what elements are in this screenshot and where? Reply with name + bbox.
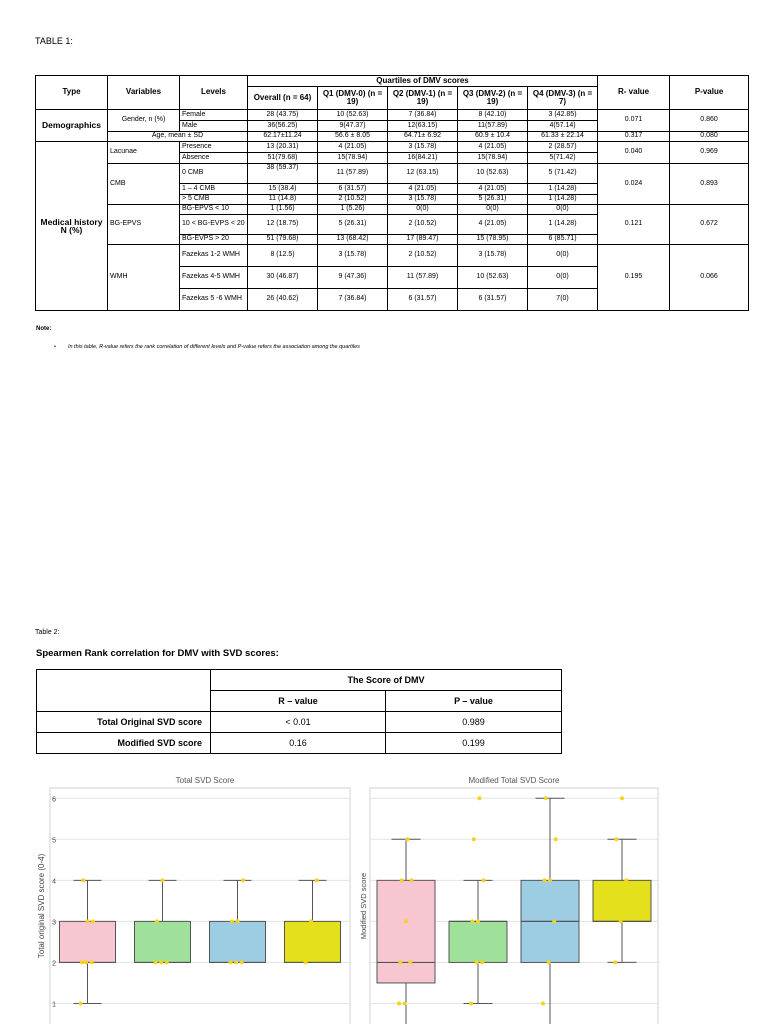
header-type: Type	[36, 76, 108, 110]
data-point	[304, 960, 308, 964]
data-point	[155, 919, 159, 923]
data-point	[159, 960, 163, 964]
value-cell: 3 (15.78)	[388, 195, 458, 205]
data-point	[548, 878, 552, 882]
data-point	[619, 919, 623, 923]
note-text: In this table, R-value refers the rank correlation of different levels and P-value refers the association among the quartiles	[67, 344, 360, 350]
var-cmb: CMB	[108, 164, 180, 205]
data-point	[90, 960, 94, 964]
value-cell: 12 (63.15)	[388, 164, 458, 184]
level-cell: 1 – 4 CMB	[180, 184, 248, 195]
table-row	[37, 712, 562, 733]
data-point	[161, 878, 165, 882]
table2-title: Spearmen Rank correlation for DMV with SVD scores:	[36, 648, 279, 659]
box	[449, 921, 507, 962]
type-demographics: Demographics	[36, 110, 108, 142]
data-point	[404, 919, 408, 923]
value-cell: 9(47.37)	[318, 121, 388, 132]
y-tick-label: 2	[52, 960, 56, 968]
data-point	[470, 919, 474, 923]
p-value-cell: 0.969	[670, 142, 749, 164]
value-cell: 13 (20.31)	[248, 142, 318, 153]
value-cell: 4 (21.05)	[458, 142, 528, 153]
note-item	[54, 344, 360, 350]
value-cell: 5(71.42)	[528, 153, 598, 164]
data-point	[475, 960, 479, 964]
value-cell: 56.6 ± 8.05	[318, 132, 388, 142]
value-cell: 1 (14.28)	[528, 215, 598, 235]
var-gender: Gender, n (%)	[108, 110, 180, 132]
data-point	[544, 796, 548, 800]
var-age: Age, mean ± SD	[108, 132, 248, 142]
y-tick-label: 1	[52, 1001, 56, 1009]
note-label: Note:	[36, 326, 52, 332]
level-cell: Presence	[180, 142, 248, 153]
value-cell: 3 (15.78)	[458, 245, 528, 267]
level-cell: Female	[180, 110, 248, 121]
value-cell: 6 (85.71)	[528, 235, 598, 245]
value-cell: 5 (71.42)	[528, 164, 598, 184]
box	[377, 880, 435, 983]
value-cell: 6 (31.57)	[458, 289, 528, 311]
value-cell: 0(0)	[528, 267, 598, 289]
value-cell: 26 (40.62)	[248, 289, 318, 311]
data-point	[472, 837, 476, 841]
header-overall: Overall (n = 64)	[248, 87, 318, 110]
p-value-cell: 0.066	[670, 245, 749, 311]
data-point	[398, 960, 402, 964]
value-cell: 36(56.25)	[248, 121, 318, 132]
table-row	[36, 205, 749, 215]
table-row	[36, 110, 749, 121]
value-cell: 7 (36.84)	[388, 110, 458, 121]
row-label: Total Original SVD score	[37, 712, 211, 733]
p-value-cell: 0.672	[670, 205, 749, 245]
modified-svd-chart	[352, 770, 668, 1024]
header-quartiles: Quartiles of DMV scores	[248, 76, 598, 87]
data-point	[309, 919, 313, 923]
value-cell: 7 (36.84)	[318, 289, 388, 311]
value-cell: 3 (42.85)	[528, 110, 598, 121]
value-cell: 1 (1.56)	[248, 205, 318, 215]
box	[60, 921, 116, 962]
r-value-cell: 0.071	[598, 110, 670, 132]
table2-label: Table 2:	[35, 629, 60, 636]
value-cell: 51(79.68)	[248, 153, 318, 164]
value-cell: 4 (21.05)	[388, 184, 458, 195]
value-cell: 0(0)	[528, 245, 598, 267]
r-value-cell: 0.195	[598, 245, 670, 311]
value-cell: 30 (46.87)	[248, 267, 318, 289]
value-cell: 4(57.14)	[528, 121, 598, 132]
value-cell: 7(0)	[528, 289, 598, 311]
level-cell: Fazekas 1-2 WMH	[180, 245, 248, 267]
value-cell: 13 (68.42)	[318, 235, 388, 245]
data-point	[469, 1001, 473, 1005]
data-point	[84, 960, 88, 964]
p-value-cell: 0.989	[386, 712, 562, 733]
level-cell: > 5 CMB	[180, 195, 248, 205]
value-cell: 0(0)	[458, 205, 528, 215]
table1	[35, 75, 749, 311]
y-tick-label: 3	[52, 919, 56, 927]
header-variables: Variables	[108, 76, 180, 110]
table2-header: The Score of DMV	[211, 670, 562, 691]
value-cell: 8 (12.5)	[248, 245, 318, 267]
table-row	[37, 733, 562, 754]
table-row	[36, 132, 749, 142]
data-point	[400, 878, 404, 882]
r-value-cell: 0.16	[211, 733, 386, 754]
data-point	[547, 960, 551, 964]
value-cell: 62.17±11.24	[248, 132, 318, 142]
r-value-cell: 0.024	[598, 164, 670, 205]
value-cell: 11 (57.89)	[318, 164, 388, 184]
box	[285, 921, 341, 962]
data-point	[403, 1001, 407, 1005]
r-value-cell: 0.121	[598, 205, 670, 245]
value-cell: 11(57.89)	[458, 121, 528, 132]
data-point	[552, 919, 556, 923]
var-bg-epvs: BG-EPVS	[108, 205, 180, 245]
value-cell: 15(78.94)	[318, 153, 388, 164]
value-cell: 2 (10.52)	[388, 215, 458, 235]
level-cell: 0 CMB	[180, 164, 248, 184]
level-cell: Fazekas 5 -6 WMH	[180, 289, 248, 311]
header-q1: Q1 (DMV-0) (n = 19)	[318, 87, 388, 110]
value-cell: 38 (59.37)	[248, 164, 318, 184]
var-lacunae: Lacunae	[108, 142, 180, 164]
y-tick-label: 6	[52, 796, 56, 804]
r-value-cell: < 0.01	[211, 712, 386, 733]
data-point	[165, 960, 169, 964]
data-point	[91, 919, 95, 923]
table-row	[36, 245, 749, 267]
value-cell: 4 (21.05)	[318, 142, 388, 153]
p-value-cell: 0.860	[670, 110, 749, 132]
data-point	[234, 960, 238, 964]
level-cell: 10 < BG-EVPS < 20	[180, 215, 248, 235]
data-point	[477, 796, 481, 800]
y-tick-label: 5	[52, 837, 56, 845]
data-point	[86, 919, 90, 923]
value-cell: 15 (38.4)	[248, 184, 318, 195]
header-q2: Q2 (DMV-1) (n = 19)	[388, 87, 458, 110]
y-axis-label: Modified SVD score	[359, 872, 368, 940]
data-point	[79, 1001, 83, 1005]
data-point	[480, 960, 484, 964]
box	[210, 921, 266, 962]
header-q3: Q3 (DMV-2) (n = 19)	[458, 87, 528, 110]
value-cell: 1 (14.28)	[528, 195, 598, 205]
data-point	[315, 878, 319, 882]
row-label: Modified SVD score	[37, 733, 211, 754]
data-point	[410, 878, 414, 882]
table2	[36, 669, 562, 754]
value-cell: 0(0)	[528, 205, 598, 215]
p-value-cell: 0.893	[670, 164, 749, 205]
data-point	[482, 878, 486, 882]
value-cell: 12(63.15)	[388, 121, 458, 132]
value-cell: 11 (14.8)	[248, 195, 318, 205]
data-point	[614, 837, 618, 841]
value-cell: 60.9 ± 10.4	[458, 132, 528, 142]
box	[593, 880, 651, 921]
level-cell: Male	[180, 121, 248, 132]
value-cell: 5 (26.31)	[458, 195, 528, 205]
value-cell: 6 (31.57)	[388, 289, 458, 311]
table2-p-header: P – value	[386, 691, 562, 712]
value-cell: 28 (43.75)	[248, 110, 318, 121]
y-tick-label: 4	[52, 878, 56, 886]
value-cell: 17 (89.47)	[388, 235, 458, 245]
data-point	[154, 960, 158, 964]
data-point	[542, 878, 546, 882]
data-point	[81, 878, 85, 882]
r-value-cell: 0.317	[598, 132, 670, 142]
chart-title: Modified Total SVD Score	[468, 776, 560, 785]
data-point	[240, 960, 244, 964]
value-cell: 6 (31.57)	[318, 184, 388, 195]
level-cell: BG-EVPS > 20	[180, 235, 248, 245]
value-cell: 8 (42.10)	[458, 110, 528, 121]
value-cell: 4 (21.05)	[458, 184, 528, 195]
value-cell: 5 (26.31)	[318, 215, 388, 235]
level-cell: BG-EPVS < 10	[180, 205, 248, 215]
data-point	[230, 919, 234, 923]
box	[135, 921, 191, 962]
value-cell: 51 (79.68)	[248, 235, 318, 245]
value-cell: 15 (78.95)	[458, 235, 528, 245]
value-cell: 12 (18.75)	[248, 215, 318, 235]
data-point	[554, 837, 558, 841]
data-point	[624, 878, 628, 882]
header-q4: Q4 (DMV-3) (n = 7)	[528, 87, 598, 110]
header-r-value: R- value	[598, 76, 670, 110]
r-value-cell: 0.040	[598, 142, 670, 164]
y-axis-label: Total original SVD score (0-4)	[37, 853, 46, 959]
table-row	[36, 142, 749, 153]
table-row	[36, 164, 749, 184]
value-cell: 2 (10.52)	[388, 245, 458, 267]
p-value-cell: 0.080	[670, 132, 749, 142]
data-point	[241, 878, 245, 882]
value-cell: 3 (15.78)	[388, 142, 458, 153]
value-cell: 10 (52.63)	[458, 164, 528, 184]
value-cell: 10 (52.63)	[458, 267, 528, 289]
data-point	[80, 960, 84, 964]
header-p-value: P-value	[670, 76, 749, 110]
data-point	[541, 1001, 545, 1005]
type-medical-history: Medical history N (%)	[36, 142, 108, 311]
value-cell: 10 (52.63)	[318, 110, 388, 121]
data-point	[613, 960, 617, 964]
bullet-icon: •	[54, 344, 56, 350]
value-cell: 1 (5.26)	[318, 205, 388, 215]
data-point	[236, 919, 240, 923]
value-cell: 9 (47.36)	[318, 267, 388, 289]
p-value-cell: 0.199	[386, 733, 562, 754]
table2-r-header: R – value	[211, 691, 386, 712]
data-point	[405, 837, 409, 841]
data-point	[620, 796, 624, 800]
data-point	[397, 1001, 401, 1005]
level-cell: Absence	[180, 153, 248, 164]
value-cell: 1 (14.28)	[528, 184, 598, 195]
table1-label: TABLE 1:	[35, 36, 73, 46]
chart-title: Total SVD Score	[175, 776, 235, 785]
value-cell: 16(84.21)	[388, 153, 458, 164]
value-cell: 4 (21.05)	[458, 215, 528, 235]
value-cell: 61.33 ± 22.14	[528, 132, 598, 142]
value-cell: 64.71± 6.92	[388, 132, 458, 142]
header-levels: Levels	[180, 76, 248, 110]
value-cell: 0(0)	[388, 205, 458, 215]
value-cell: 3 (15.78)	[318, 245, 388, 267]
value-cell: 2 (28.57)	[528, 142, 598, 153]
data-point	[476, 919, 480, 923]
value-cell: 11 (57.89)	[388, 267, 458, 289]
table2-empty-header	[37, 670, 211, 712]
level-cell: Fazekas 4-5 WMH	[180, 267, 248, 289]
var-wmh: WMH	[108, 245, 180, 311]
plot-area	[50, 788, 350, 1024]
data-point	[229, 960, 233, 964]
value-cell: 15(78.94)	[458, 153, 528, 164]
total-svd-chart	[30, 770, 360, 1024]
value-cell: 2 (10.52)	[318, 195, 388, 205]
data-point	[408, 960, 412, 964]
